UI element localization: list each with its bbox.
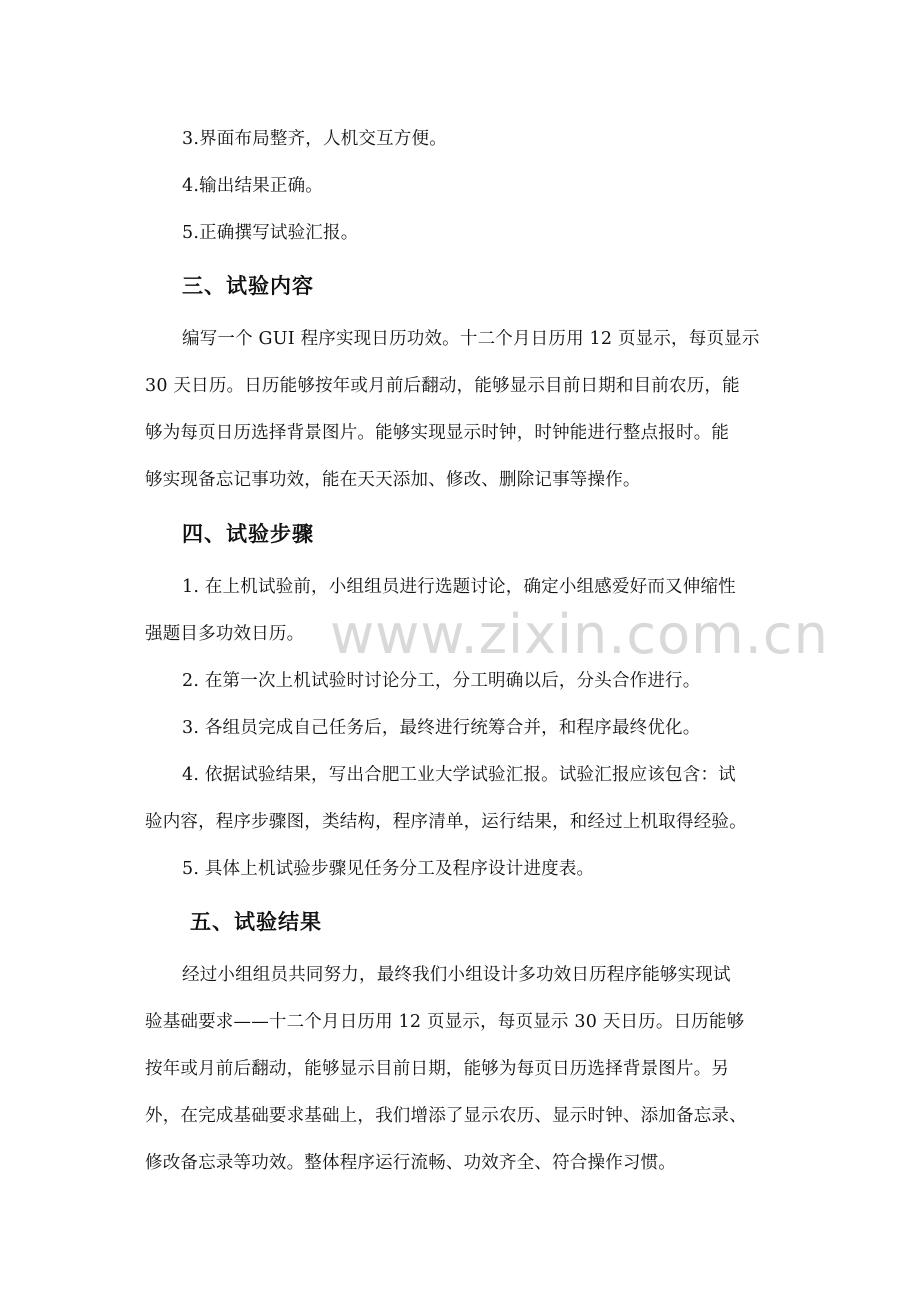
section-5-paragraph-line: 外，在完成基础要求基础上，我们增添了显示农历、显示时钟、添加备忘录、: [145, 1106, 747, 1126]
section-5-paragraph-line: 按年或月前后翻动，能够显示目前日期，能够为每页日历选择背景图片。另: [145, 1059, 730, 1079]
section-3-paragraph-line: 够为每页日历选择背景图片。能够实现显示时钟，时钟能进行整点报时。能: [145, 423, 730, 443]
section-4-step-line: 4. 依据试验结果，写出合肥工业大学试验汇报。试验汇报应该包含：试: [182, 765, 736, 785]
requirement-3: 3.界面布局整齐，人机交互方便。: [182, 129, 447, 149]
section-4-step-line: 验内容，程序步骤图，类结构，程序清单，运行结果，和经过上机取得经验。: [145, 812, 747, 832]
section-4-step-line: 2. 在第一次上机试验时讨论分工，分工明确以后，分头合作进行。: [182, 671, 701, 691]
section-3-paragraph-line: 30 天日历。日历能够按年或月前后翻动，能够显示目前日期和目前农历，能: [145, 376, 740, 396]
requirement-4: 4.输出结果正确。: [182, 176, 323, 196]
section-3-paragraph-line: 够实现备忘记事功效，能在天天添加、修改、删除记事等操作。: [145, 470, 641, 490]
section-5-paragraph-line: 验基础要求——十二个月日历用 12 页显示，每页显示 30 天日历。日历能够: [145, 1012, 745, 1032]
section-4-step-line: 5. 具体上机试验步骤见任务分工及程序设计进度表。: [182, 859, 595, 879]
requirement-5: 5.正确撰写试验汇报。: [182, 223, 359, 243]
section-4-step-line: 1. 在上机试验前，小组组员进行选题讨论，确定小组感爱好而又伸缩性: [182, 577, 736, 597]
section-5-paragraph-line: 修改备忘录等功效。整体程序运行流畅、功效齐全、符合操作习惯。: [145, 1153, 676, 1173]
watermark: www.zixin.com.cn: [330, 603, 829, 666]
section-5-heading: 五、试验结果: [190, 910, 322, 934]
section-3-heading: 三、试验内容: [182, 274, 314, 298]
section-4-step-line: 强题目多功效日历。: [145, 624, 305, 644]
section-4-step-line: 3. 各组员完成自己任务后，最终进行统筹合并，和程序最终优化。: [182, 718, 701, 738]
section-5-paragraph-line: 经过小组组员共同努力，最终我们小组设计多功效日历程序能够实现试: [182, 965, 731, 985]
section-4-heading: 四、试验步骤: [182, 522, 314, 546]
section-3-paragraph-line: 编写一个 GUI 程序实现日历功效。十二个月日历用 12 页显示，每页显示: [182, 329, 760, 349]
